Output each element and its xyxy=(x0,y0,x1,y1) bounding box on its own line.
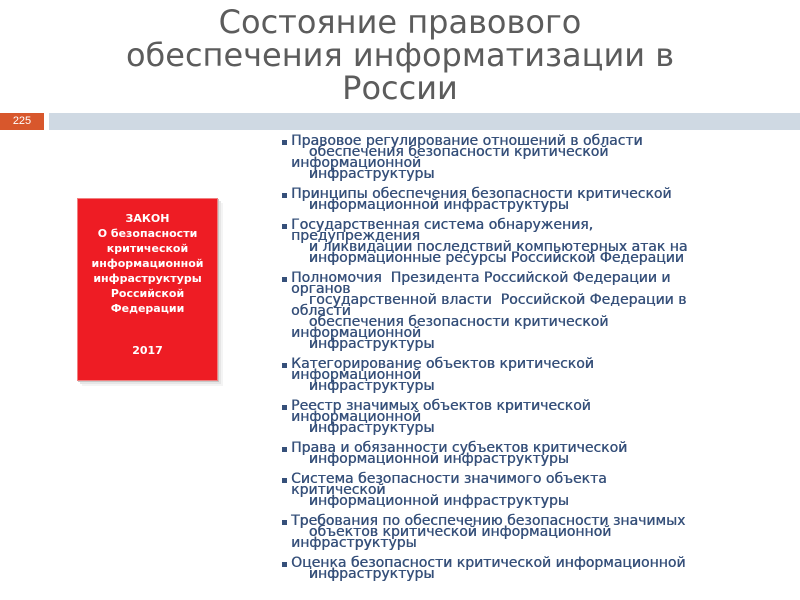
list-item xyxy=(282,356,792,394)
slide-title xyxy=(40,3,760,107)
bullet-icon xyxy=(282,140,287,145)
list-item xyxy=(282,398,792,436)
header-bar xyxy=(0,113,800,130)
page-number: 225 xyxy=(0,113,44,130)
list-item-text: Правовое регулирование отношений в области обеспечения безопасности критической информационной инфраструктуры xyxy=(291,133,643,182)
list-item xyxy=(282,217,792,266)
list-item-text: Требования по обеспечению безопасности значимых объектов критической информационной инфраструктуры xyxy=(291,513,686,551)
law-box xyxy=(77,198,218,381)
list-item xyxy=(282,471,792,509)
bullet-icon xyxy=(282,277,287,282)
list-item xyxy=(282,440,792,467)
bullet-icon xyxy=(282,405,287,410)
law-name: О безопасности критической информационной инфраструктуры Российской Федерации xyxy=(91,227,204,315)
bullet-icon xyxy=(282,478,287,483)
slide-title-text: Состояние правового обеспечения информатизации в России xyxy=(125,3,675,107)
bullet-icon xyxy=(282,562,287,567)
bullet-icon xyxy=(282,193,287,198)
list-item xyxy=(282,133,792,182)
law-year: 2017 xyxy=(132,344,163,357)
list-item-text: Система безопасности значимого объекта критической информационной инфраструктуры xyxy=(291,471,607,509)
bullet-icon xyxy=(282,447,287,452)
list-item xyxy=(282,186,792,213)
list-item-text: Государственная система обнаружения, предупреждения и ликвидации последствий компьютерных атак на информационные ресурсы Российской Федерации xyxy=(291,217,688,266)
topic-list xyxy=(282,133,792,589)
bullet-icon xyxy=(282,224,287,229)
list-item-text: Категорирование объектов критической информационной инфраструктуры xyxy=(291,356,594,394)
law-heading: ЗАКОН xyxy=(125,212,170,225)
list-item-text: Полномочия Президента Российской Федерации и органов государственной власти Российской Федерации в области обеспечения безопасности критической информационной инфраструктуры xyxy=(291,270,687,352)
list-item-text: Принципы обеспечения безопасности критической информационной инфраструктуры xyxy=(291,186,672,213)
list-item-text: Реестр значимых объектов критической информационной инфраструктуры xyxy=(291,398,591,436)
bullet-icon xyxy=(282,520,287,525)
bullet-icon xyxy=(282,363,287,368)
list-item xyxy=(282,513,792,551)
list-item-text: Оценка безопасности критической информационной инфраструктуры xyxy=(291,555,686,582)
header-stripe xyxy=(49,113,800,130)
list-item xyxy=(282,555,792,582)
list-item-text: Права и обязанности субъектов критической информационной инфраструктуры xyxy=(291,440,628,467)
list-item xyxy=(282,270,792,352)
